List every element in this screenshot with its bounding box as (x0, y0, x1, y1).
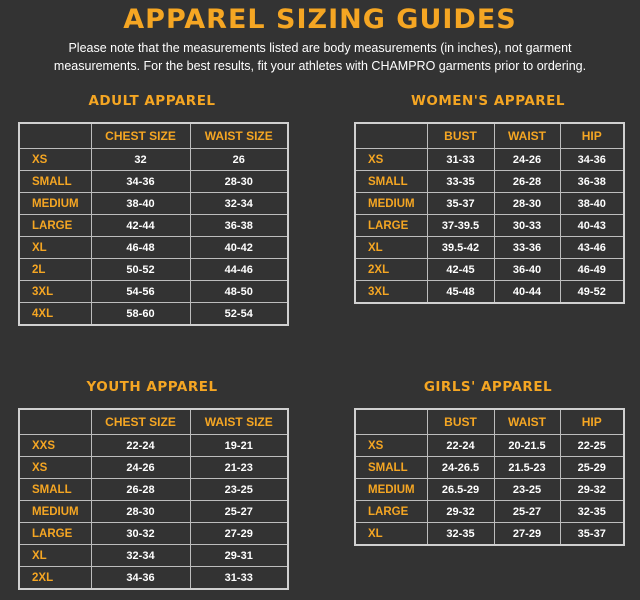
measurement-cell: 33-36 (494, 237, 560, 259)
size-label: 3XL (19, 281, 91, 303)
size-label: XL (355, 523, 427, 546)
table-row (19, 457, 288, 479)
size-label: XL (19, 545, 91, 567)
size-label: 2XL (19, 567, 91, 590)
table-row (355, 457, 624, 479)
size-label: MEDIUM (19, 501, 91, 523)
youth-apparel-title: YOUTH APPAREL (86, 379, 218, 395)
measurement-cell: 32-35 (427, 523, 494, 546)
measurement-cell: 31-33 (427, 149, 494, 171)
table-row (19, 523, 288, 545)
measurement-cell: 22-25 (560, 435, 624, 457)
measurement-cell: 23-25 (494, 479, 560, 501)
measurement-cell: 22-24 (427, 435, 494, 457)
measurement-cell: 27-29 (494, 523, 560, 546)
measurement-cell: 58-60 (91, 303, 190, 326)
measurement-cell: 36-38 (190, 215, 288, 237)
measurement-cell: 26 (190, 149, 288, 171)
measurement-cell: 29-31 (190, 545, 288, 567)
measurement-cell: 24-26.5 (427, 457, 494, 479)
measurement-cell: 29-32 (427, 501, 494, 523)
measurement-cell: 46-48 (91, 237, 190, 259)
measurement-cell: 32-34 (190, 193, 288, 215)
measurement-cell: 36-40 (494, 259, 560, 281)
column-header: WAIST SIZE (190, 409, 288, 435)
measurement-cell: 52-54 (190, 303, 288, 326)
header-corner-cell (355, 123, 427, 149)
table-row (355, 149, 624, 171)
measurement-cell: 25-29 (560, 457, 624, 479)
adult-apparel-title: ADULT APPAREL (88, 93, 216, 109)
size-label: XS (355, 435, 427, 457)
measurement-cell: 30-32 (91, 523, 190, 545)
measurement-cell: 32 (91, 149, 190, 171)
page-title: APPAREL SIZING GUIDES (123, 4, 517, 35)
measurement-cell: 38-40 (91, 193, 190, 215)
column-header: WAIST (494, 409, 560, 435)
size-label: LARGE (19, 215, 91, 237)
measurement-cell: 25-27 (494, 501, 560, 523)
size-label: 2L (19, 259, 91, 281)
size-label: SMALL (355, 171, 427, 193)
measurement-cell: 22-24 (91, 435, 190, 457)
column-header: WAIST SIZE (190, 123, 288, 149)
header-corner-cell (19, 123, 91, 149)
measurement-cell: 50-52 (91, 259, 190, 281)
measurement-cell: 30-33 (494, 215, 560, 237)
measurement-cell: 46-49 (560, 259, 624, 281)
measurement-cell: 35-37 (560, 523, 624, 546)
size-label: MEDIUM (19, 193, 91, 215)
table-row (355, 501, 624, 523)
measurement-cell: 32-34 (91, 545, 190, 567)
youth-apparel-table (18, 408, 289, 590)
table-row (19, 215, 288, 237)
measurement-cell: 19-21 (190, 435, 288, 457)
table-row (19, 567, 288, 590)
measurement-cell: 34-36 (91, 567, 190, 590)
table-row (355, 237, 624, 259)
table-row (355, 171, 624, 193)
size-label: XL (19, 237, 91, 259)
size-label: XXS (19, 435, 91, 457)
measurement-cell: 26.5-29 (427, 479, 494, 501)
measurement-cell: 45-48 (427, 281, 494, 304)
table-header-row (355, 409, 624, 435)
size-label: 4XL (19, 303, 91, 326)
measurement-cell: 28-30 (494, 193, 560, 215)
table-row (355, 193, 624, 215)
measurement-cell: 38-40 (560, 193, 624, 215)
table-row (19, 281, 288, 303)
girls-apparel-title: GIRLS' APPAREL (423, 379, 553, 395)
table-row (19, 237, 288, 259)
column-header: CHEST SIZE (91, 409, 190, 435)
table-row (19, 171, 288, 193)
measurement-cell: 21.5-23 (494, 457, 560, 479)
measurement-cell: 34-36 (560, 149, 624, 171)
column-header: BUST (427, 123, 494, 149)
measurement-cell: 39.5-42 (427, 237, 494, 259)
table-row (19, 149, 288, 171)
header-corner-cell (355, 409, 427, 435)
measurement-cell: 20-21.5 (494, 435, 560, 457)
size-label: LARGE (355, 215, 427, 237)
table-header-row (19, 409, 288, 435)
measurement-cell: 26-28 (494, 171, 560, 193)
measurement-cell: 35-37 (427, 193, 494, 215)
table-row (19, 435, 288, 457)
measurement-cell: 54-56 (91, 281, 190, 303)
size-label: XS (19, 149, 91, 171)
adult-apparel-table (18, 122, 289, 326)
header-corner-cell (19, 409, 91, 435)
column-header: BUST (427, 409, 494, 435)
size-label: MEDIUM (355, 193, 427, 215)
measurement-cell: 21-23 (190, 457, 288, 479)
measurement-cell: 23-25 (190, 479, 288, 501)
table-row (355, 259, 624, 281)
table-row (355, 523, 624, 546)
table-row (355, 435, 624, 457)
measurement-cell: 40-44 (494, 281, 560, 304)
sizing-note: Please note that the measurements listed are body measurements (in inches), not garment measurements. For the best results, fit your athletes with CHAMPRO garments prior to ordering. (53, 41, 587, 73)
table-header-row (19, 123, 288, 149)
size-label: SMALL (19, 171, 91, 193)
table-row (19, 303, 288, 326)
table-row (355, 281, 624, 304)
womens-apparel-title: WOMEN'S APPAREL (410, 93, 566, 109)
measurement-cell: 37-39.5 (427, 215, 494, 237)
table-header-row (355, 123, 624, 149)
size-label: XL (355, 237, 427, 259)
column-header: HIP (560, 123, 624, 149)
table-row (19, 479, 288, 501)
size-label: LARGE (355, 501, 427, 523)
measurement-cell: 27-29 (190, 523, 288, 545)
size-label: XS (19, 457, 91, 479)
girls-apparel-table (354, 408, 625, 546)
measurement-cell: 24-26 (494, 149, 560, 171)
size-label: SMALL (355, 457, 427, 479)
table-row (19, 259, 288, 281)
size-label: 3XL (355, 281, 427, 304)
size-label: MEDIUM (355, 479, 427, 501)
table-row (19, 545, 288, 567)
measurement-cell: 31-33 (190, 567, 288, 590)
size-label: 2XL (355, 259, 427, 281)
measurement-cell: 49-52 (560, 281, 624, 304)
measurement-cell: 40-42 (190, 237, 288, 259)
measurement-cell: 42-45 (427, 259, 494, 281)
table-row (19, 501, 288, 523)
table-row (355, 215, 624, 237)
column-header: WAIST (494, 123, 560, 149)
measurement-cell: 34-36 (91, 171, 190, 193)
table-row (19, 193, 288, 215)
measurement-cell: 33-35 (427, 171, 494, 193)
measurement-cell: 25-27 (190, 501, 288, 523)
measurement-cell: 26-28 (91, 479, 190, 501)
womens-apparel-table (354, 122, 625, 304)
size-label: SMALL (19, 479, 91, 501)
measurement-cell: 43-46 (560, 237, 624, 259)
measurement-cell: 40-43 (560, 215, 624, 237)
measurement-cell: 29-32 (560, 479, 624, 501)
measurement-cell: 28-30 (190, 171, 288, 193)
size-label: XS (355, 149, 427, 171)
size-label: LARGE (19, 523, 91, 545)
measurement-cell: 36-38 (560, 171, 624, 193)
column-header: CHEST SIZE (91, 123, 190, 149)
measurement-cell: 32-35 (560, 501, 624, 523)
column-header: HIP (560, 409, 624, 435)
measurement-cell: 28-30 (91, 501, 190, 523)
measurement-cell: 24-26 (91, 457, 190, 479)
measurement-cell: 48-50 (190, 281, 288, 303)
measurement-cell: 42-44 (91, 215, 190, 237)
table-row (355, 479, 624, 501)
measurement-cell: 44-46 (190, 259, 288, 281)
